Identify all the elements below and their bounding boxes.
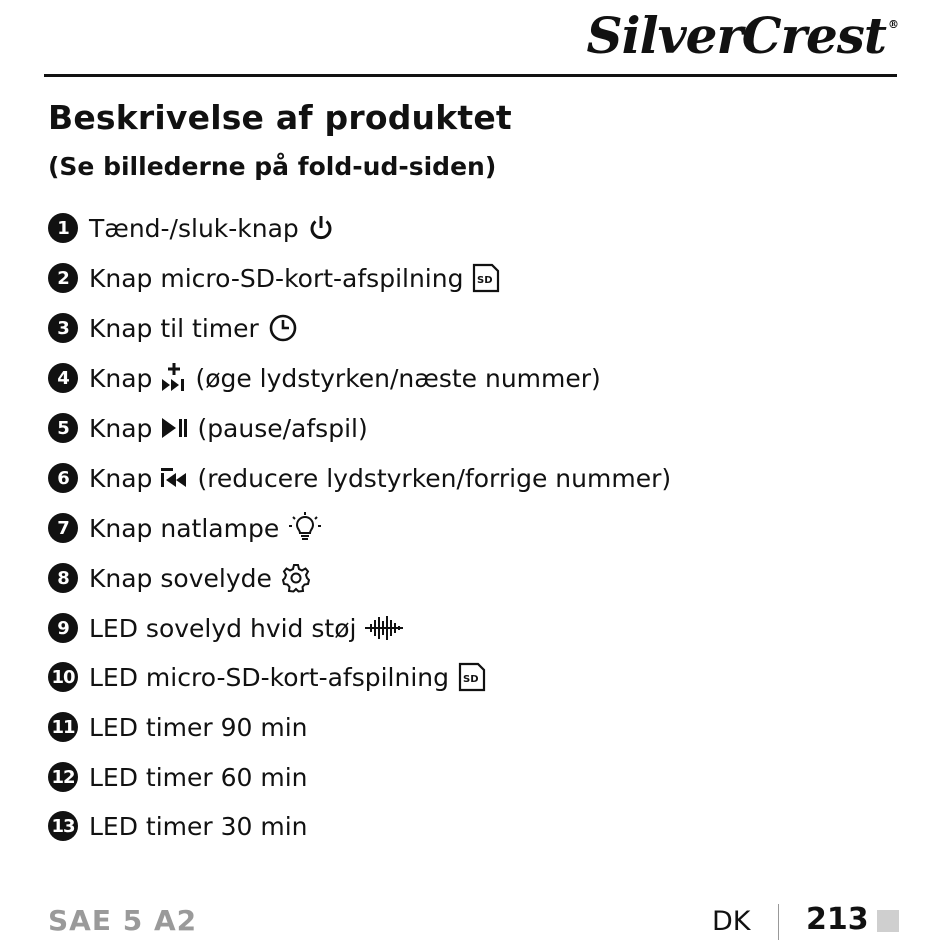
brand-logo <box>587 6 899 65</box>
item-number: 9 <box>48 613 78 643</box>
list-item <box>48 361 601 395</box>
item-number: 6 <box>48 463 78 493</box>
item-number: 13 <box>48 811 78 841</box>
header-divider <box>44 74 897 77</box>
brand-name: SilverCrest <box>586 6 886 65</box>
item-number: 12 <box>48 762 78 792</box>
item-number: 8 <box>48 563 78 593</box>
svg-text:SD: SD <box>463 674 479 685</box>
list-item <box>48 411 368 445</box>
volume-down-previous-icon <box>161 467 189 489</box>
list-item <box>48 611 409 645</box>
svg-text:SD: SD <box>477 275 493 286</box>
list-item <box>48 511 328 545</box>
registered-mark: ® <box>888 18 898 31</box>
item-text: Knap sovelyde <box>89 563 272 593</box>
section-subtitle: (Se billederne på fold-ud-siden) <box>48 152 497 181</box>
list-item <box>48 561 317 595</box>
volume-up-next-icon <box>161 362 187 394</box>
list-item <box>48 760 308 794</box>
item-number: 5 <box>48 413 78 443</box>
sd-card-icon <box>458 662 486 692</box>
list-item <box>48 211 340 245</box>
item-number: 2 <box>48 263 78 293</box>
item-number: 1 <box>48 213 78 243</box>
page-marker <box>877 910 899 932</box>
item-text: LED timer 30 min <box>89 811 308 841</box>
item-text-detail: (pause/afspil) <box>197 413 368 443</box>
list-item <box>48 461 671 495</box>
play-pause-icon <box>161 417 189 439</box>
item-text: LED timer 90 min <box>89 712 308 742</box>
item-text: Tænd-/sluk-knap <box>89 213 299 243</box>
item-number: 4 <box>48 363 78 393</box>
item-text: Knap natlampe <box>89 513 280 543</box>
footer-divider <box>778 904 779 940</box>
item-text: LED micro-SD-kort-afspilning <box>89 662 450 692</box>
clock-icon <box>268 313 298 343</box>
sd-card-icon <box>472 263 500 293</box>
power-icon <box>308 214 334 242</box>
item-number: 10 <box>48 662 78 692</box>
item-text-detail: (reducere lydstyrken/forrige nummer) <box>197 463 672 493</box>
list-item <box>48 660 492 694</box>
item-text: LED timer 60 min <box>89 762 308 792</box>
item-number: 11 <box>48 712 78 742</box>
model-number: SAE 5 A2 <box>48 904 198 937</box>
light-bulb-icon <box>288 512 322 544</box>
item-text: Knap <box>89 463 153 493</box>
white-noise-icon <box>365 615 403 641</box>
page-number: 213 <box>806 902 869 937</box>
item-number: 7 <box>48 513 78 543</box>
gear-icon <box>281 563 311 593</box>
list-item <box>48 809 308 843</box>
list-item <box>48 710 308 744</box>
item-text: LED sovelyd hvid støj <box>89 613 357 643</box>
item-text: Knap til timer <box>89 313 259 343</box>
language-code: DK <box>712 906 751 937</box>
item-text: Knap micro-SD-kort-afspilning <box>89 263 464 293</box>
list-item <box>48 261 506 295</box>
item-text: Knap <box>89 413 153 443</box>
item-number: 3 <box>48 313 78 343</box>
item-text-detail: (øge lydstyrken/næste nummer) <box>195 363 601 393</box>
section-title: Beskrivelse af produktet <box>48 98 512 137</box>
list-item <box>48 311 304 345</box>
item-text: Knap <box>89 363 153 393</box>
